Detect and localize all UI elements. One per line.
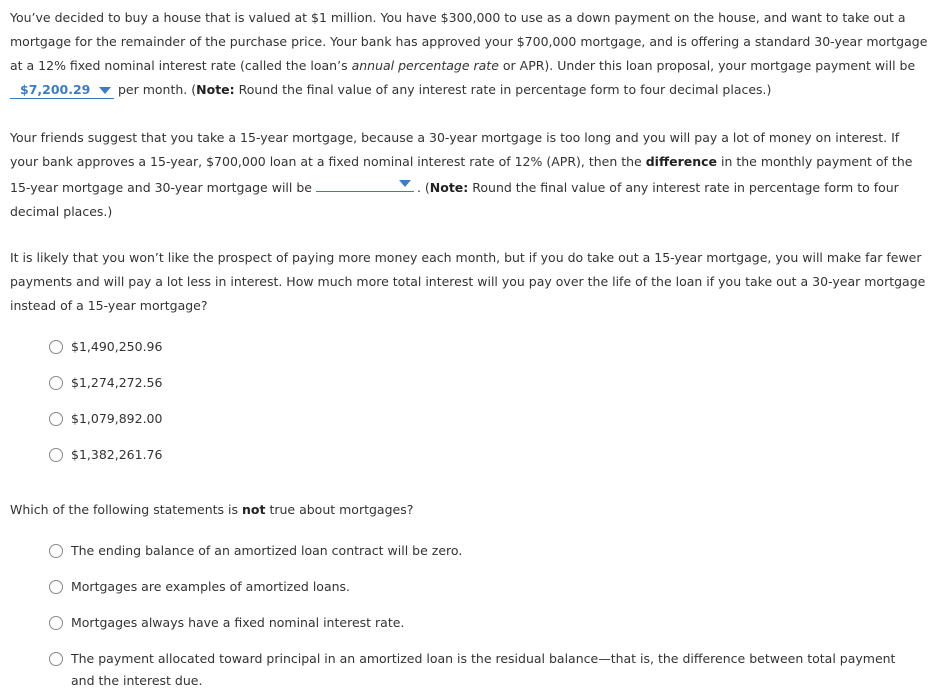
radio-button[interactable] bbox=[49, 652, 63, 666]
option-label: Mortgages are examples of amortized loans. bbox=[71, 579, 351, 594]
radio-button[interactable] bbox=[49, 580, 63, 594]
q4-text-part: true about mortgages? bbox=[265, 502, 414, 517]
monthly-payment-dropdown[interactable] bbox=[10, 81, 114, 99]
question-1-text bbox=[10, 6, 928, 102]
radio-option[interactable] bbox=[49, 612, 901, 648]
q2-text-part: . ( bbox=[416, 180, 430, 195]
option-label: Mortgages always have a fixed nominal interest rate. bbox=[71, 615, 405, 630]
question-3-text: It is likely that you won’t like the prospect of paying more money each month, but if you do take out a 15-year mortgage, you will make far fewer payments and will pay a lot less in interest. How much more total interest will you pay over the life of the loan if you take out a 30-year mortgage instead of a 15-year mortgage? bbox=[10, 250, 926, 313]
radio-option[interactable] bbox=[49, 648, 901, 696]
q1-text-part: per month. ( bbox=[118, 82, 197, 97]
question-4-text bbox=[10, 498, 928, 522]
option-label: $1,490,250.96 bbox=[71, 339, 163, 354]
option-label: $1,382,261.76 bbox=[71, 447, 163, 462]
radio-option[interactable] bbox=[49, 372, 901, 408]
option-label: The payment allocated toward principal in an amortized loan is the residual balance—that is, the difference between total payment and the interest due. bbox=[71, 651, 896, 688]
q1-emphasis: annual percentage rate bbox=[351, 58, 499, 73]
radio-option[interactable] bbox=[49, 540, 901, 576]
question-3-options bbox=[49, 336, 901, 480]
option-label: $1,079,892.00 bbox=[71, 411, 163, 426]
payment-difference-dropdown[interactable] bbox=[316, 174, 414, 192]
note-label: Note: bbox=[196, 82, 235, 97]
chevron-down-icon bbox=[399, 180, 411, 187]
note-label: Note: bbox=[429, 180, 469, 195]
radio-button[interactable] bbox=[49, 412, 63, 426]
radio-button[interactable] bbox=[49, 340, 63, 354]
radio-button[interactable] bbox=[49, 544, 63, 558]
q1-text-part: or APR). Under this loan proposal, your mortgage payment will be bbox=[498, 58, 916, 73]
radio-button[interactable] bbox=[49, 448, 63, 462]
dropdown-selected-value: $7,200.29 bbox=[20, 82, 91, 97]
q1-text-part: You’ve decided to buy a house that is valued at $1 million. You have $300,000 to use as a down payment on the house, and want to take out a mortgage for the remainder of the purchase price. Your bank has approved your $700,000 mortgage, and is offering a standard 30-year mortgage at a 12% fixed nominal interest rate (called the loan’s bbox=[10, 10, 928, 73]
radio-option[interactable] bbox=[49, 336, 901, 372]
option-label: $1,274,272.56 bbox=[71, 375, 163, 390]
q2-bold-word: difference bbox=[645, 154, 717, 169]
radio-option[interactable] bbox=[49, 576, 901, 612]
radio-option[interactable] bbox=[49, 444, 901, 480]
q4-text-part: Which of the following statements is bbox=[10, 502, 243, 517]
radio-button[interactable] bbox=[49, 616, 63, 630]
q1-text-part: Round the final value of any interest rate in percentage form to four decimal places.) bbox=[234, 82, 772, 97]
chevron-down-icon bbox=[99, 87, 111, 94]
q2-text-part: Your friends suggest that you take a 15-year mortgage, because a 30-year mortgage is too long and you will pay a lot of money on interest. If your bank approves a 15-year, $700,000 loan at a fixed nominal interest rate of 12% (APR), then the bbox=[10, 130, 900, 169]
question-4-options bbox=[49, 540, 901, 696]
radio-button[interactable] bbox=[49, 376, 63, 390]
q4-bold-word: not bbox=[242, 502, 266, 517]
radio-option[interactable] bbox=[49, 408, 901, 444]
q2-text-part: Round the final value of any interest rate in percentage form to four decimal places.) bbox=[10, 180, 899, 219]
q2-text-part: in the monthly payment of the 15-year mortgage and 30-year mortgage will be bbox=[10, 154, 913, 195]
option-label: The ending balance of an amortized loan contract will be zero. bbox=[71, 543, 463, 558]
question-2-text bbox=[10, 126, 928, 224]
